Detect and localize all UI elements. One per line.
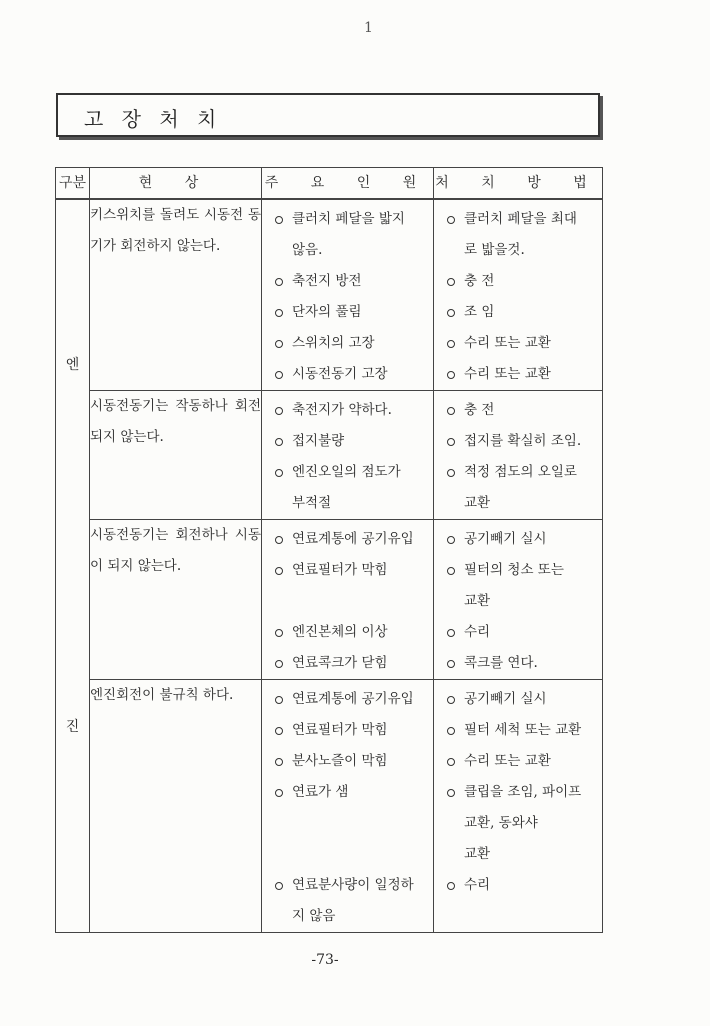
list-item: 엔진오일의 점도가 [262, 457, 433, 488]
troubleshooting-table [55, 167, 603, 933]
remedy-cell [434, 520, 603, 680]
list-item: 연료필터가 막힘 [262, 555, 433, 586]
list-item: 적정 점도의 오일로 [434, 457, 602, 488]
list-item: 스위치의 고장 [262, 328, 433, 359]
list-item: 교환 [464, 846, 491, 862]
table-row [56, 199, 603, 391]
list-item: 연료계통에 공기유입 [262, 524, 433, 555]
list-item: 연료필터가 막힘 [262, 715, 433, 746]
list-item: 단자의 풀림 [262, 297, 433, 328]
section-title-box [56, 93, 600, 137]
header-symptom: 현 상 [90, 168, 262, 200]
page-top-mark: 1 [364, 20, 373, 36]
list-item: 필터의 청소 또는 [434, 555, 602, 586]
header-category: 구분 [56, 168, 90, 200]
table-row [56, 680, 603, 933]
section-title: 고 장 처 치 [84, 107, 223, 131]
list-item: 엔진본체의 이상 [262, 617, 433, 648]
list-item: 조 임 [434, 297, 602, 328]
cause-cell [262, 680, 434, 933]
list-item: 수리 또는 교환 [434, 359, 602, 390]
list-item: 분사노즐이 막힘 [262, 746, 433, 777]
symptom-cell: 엔진회전이 불규칙 하다. [90, 680, 262, 933]
page-number: -73- [311, 952, 339, 968]
list-item: 연료분사량이 일정하 [262, 870, 433, 901]
list-item: 지 않음 [292, 908, 336, 924]
category-label-engine-2: 진 [65, 719, 80, 735]
remedy-cell [434, 680, 603, 933]
list-item: 수리 [434, 617, 602, 648]
list-item: 클립을 조임, 파이프 [434, 777, 602, 808]
category-cell [56, 199, 90, 933]
remedy-cell [434, 199, 603, 391]
list-item: 충 전 [434, 395, 602, 426]
list-item: 수리 또는 교환 [434, 746, 602, 777]
table-header-row [56, 168, 603, 200]
symptom-cell: 키스위치를 돌려도 시동전 동기가 회전하지 않는다. [90, 199, 262, 391]
list-item: 공기빼기 실시 [434, 524, 602, 555]
symptom-cell: 시동전동기는 회전하나 시동이 되지 않는다. [90, 520, 262, 680]
table-row [56, 391, 603, 520]
cause-cell [262, 199, 434, 391]
list-item: 수리 또는 교환 [434, 328, 602, 359]
cause-cell [262, 520, 434, 680]
list-item: 않음. [292, 242, 323, 258]
list-item: 부적절 [292, 495, 332, 511]
list-item: 접지불량 [262, 426, 433, 457]
list-item: 연료콕크가 닫힘 [262, 648, 433, 679]
category-label-engine-1: 엔 [65, 357, 80, 373]
list-item: 클러치 페달을 밟지 [262, 204, 433, 235]
header-cause: 주 요 인 원 [262, 168, 434, 200]
header-remedy: 처 치 방 법 [434, 168, 603, 200]
list-item: 클러치 페달을 최대 [434, 204, 602, 235]
list-item: 시동전동기 고장 [262, 359, 433, 390]
cause-cell [262, 391, 434, 520]
list-item: 로 밟을것. [464, 242, 525, 258]
list-item: 충 전 [434, 266, 602, 297]
list-item: 축전지가 약하다. [262, 395, 433, 426]
list-item: 축전지 방전 [262, 266, 433, 297]
list-item: 연료가 샘 [262, 777, 433, 808]
list-item: 접지를 확실히 조임. [434, 426, 602, 457]
list-item: 공기빼기 실시 [434, 684, 602, 715]
list-item: 교환 [464, 495, 491, 511]
list-item: 콕크를 연다. [434, 648, 602, 679]
list-item: 수리 [434, 870, 602, 901]
list-item: 교환 [464, 593, 491, 609]
symptom-cell: 시동전동기는 작동하나 회전되지 않는다. [90, 391, 262, 520]
list-item: 필터 세척 또는 교환 [434, 715, 602, 746]
remedy-cell [434, 391, 603, 520]
table-row [56, 520, 603, 680]
list-item: 연료계통에 공기유입 [262, 684, 433, 715]
list-item: 교환, 동와샤 [464, 815, 538, 831]
